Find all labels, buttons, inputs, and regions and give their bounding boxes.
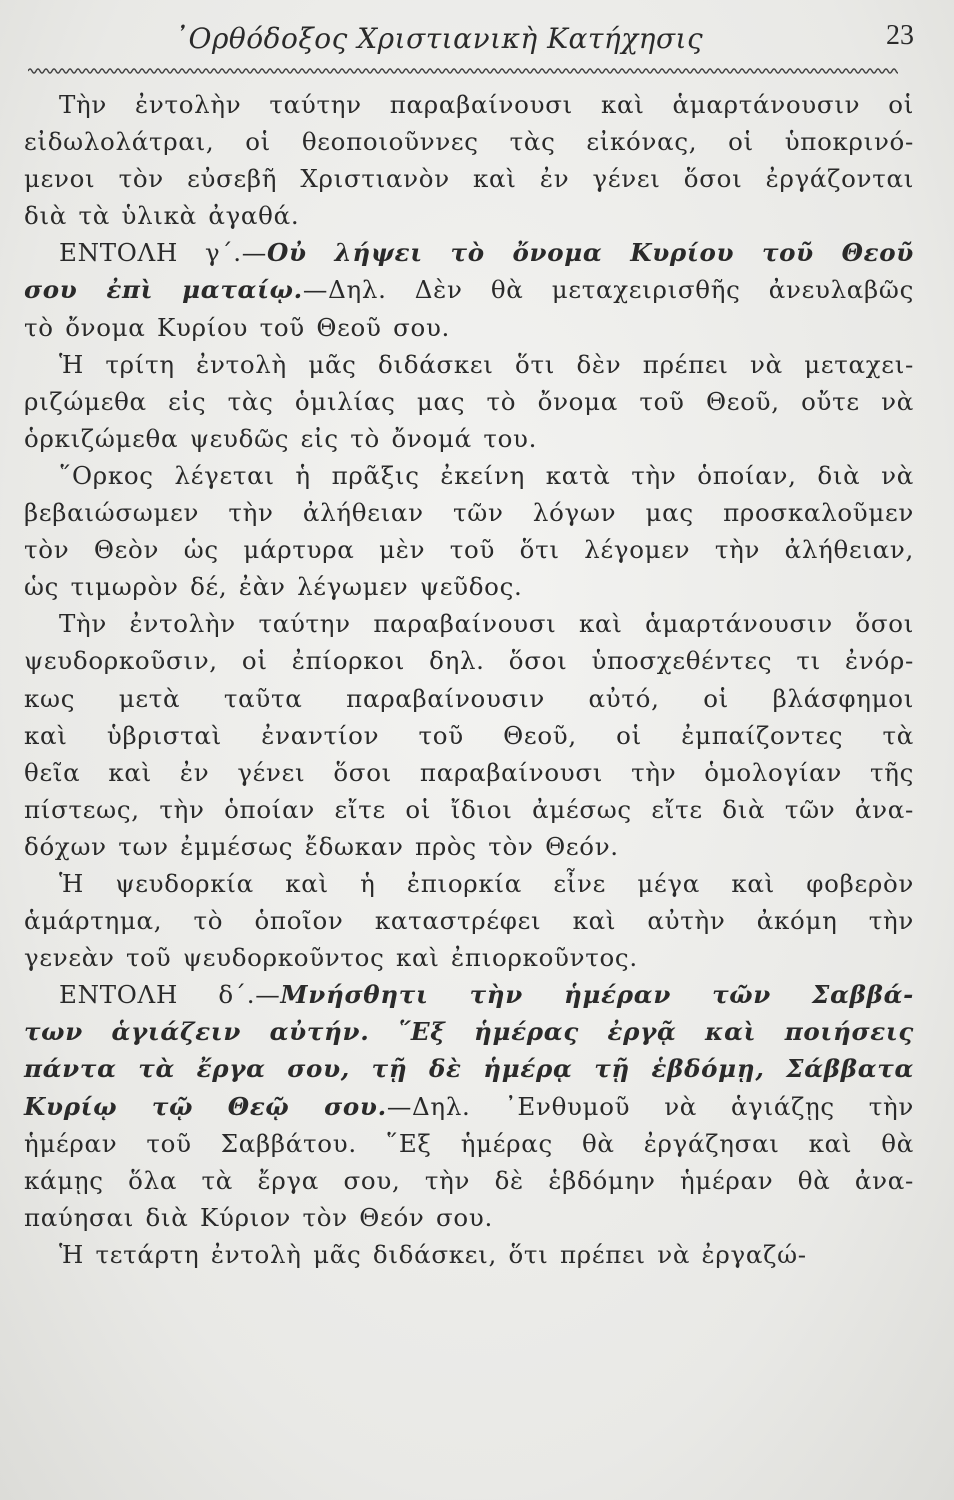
text-line bbox=[24, 605, 914, 642]
page-number: 23 bbox=[886, 20, 914, 51]
text-line bbox=[24, 197, 914, 234]
text-segment: καὶ ὑβρισταὶ ἐναντίον τοῦ Θεοῦ, οἱ ἐμπαίζοντες τὰ bbox=[24, 720, 914, 750]
emphasized-text: Κυρίῳ τῷ Θεῷ σου. bbox=[24, 1091, 387, 1121]
text-line bbox=[24, 902, 914, 939]
text-segment: κάμῃς ὅλα τὰ ἔργα σου, τὴν δὲ ἑβδόμην ἡμέραν θὰ ἀνα- bbox=[24, 1165, 914, 1195]
text-segment: διὰ τὰ ὑλικὰ ἀγαθά. bbox=[24, 201, 300, 231]
text-line bbox=[24, 865, 914, 902]
text-line bbox=[24, 1125, 914, 1162]
text-line bbox=[24, 1162, 914, 1199]
text-line bbox=[24, 457, 914, 494]
text-segment: ἡμέραν τοῦ Σαββάτου. ῞Εξ ἡμέρας θὰ ἐργάζησαι καὶ θὰ bbox=[24, 1128, 914, 1158]
text-line bbox=[24, 86, 914, 123]
text-line bbox=[24, 1013, 914, 1050]
text-line bbox=[24, 1088, 914, 1125]
text-line bbox=[24, 568, 914, 605]
text-line bbox=[24, 420, 914, 457]
text-line bbox=[24, 791, 914, 828]
text-segment: Τὴν ἐντολὴν ταύτην παραβαίνουσι καὶ ἁμαρτάνουσιν ὅσοι bbox=[59, 609, 914, 639]
text-line bbox=[24, 309, 914, 346]
text-line bbox=[24, 642, 914, 679]
text-line bbox=[24, 531, 914, 568]
body-text bbox=[24, 86, 914, 1273]
text-segment: μενοι τὸν εὐσεβῆ Χριστιανὸν καὶ ἐν γένει ὅσοι ἐργάζονται bbox=[24, 164, 914, 194]
running-title: ᾿Ορθόδοξος Χριστιανικὴ Κατήχησις bbox=[174, 22, 704, 55]
text-line bbox=[24, 1236, 914, 1273]
emphasized-text: των ἁγιάζειν αὐτήν. ῞Εξ ἡμέρας ἐργᾷ καὶ ποιήσεις bbox=[24, 1017, 914, 1047]
text-segment: τὸ ὄνομα Κυρίου τοῦ Θεοῦ σου. bbox=[24, 312, 451, 342]
text-line bbox=[24, 494, 914, 531]
text-segment: ὡς τιμωρὸν δέ, ἐὰν λέγωμεν ψεῦδος. bbox=[24, 572, 523, 602]
text-segment: κως μετὰ ταῦτα παραβαίνουσιν αὐτό, οἱ βλάσφημοι bbox=[24, 683, 914, 713]
emphasized-text: σου ἐπὶ ματαίῳ. bbox=[24, 275, 303, 305]
text-line bbox=[24, 680, 914, 717]
text-segment: τὸν Θεὸν ὡς μάρτυρα μὲν τοῦ ὅτι λέγομεν τὴν ἀλήθειαν, bbox=[24, 535, 914, 565]
text-segment: Ἡ ψευδορκία καὶ ἡ ἐπιορκία εἶνε μέγα καὶ φοβερὸν bbox=[59, 868, 914, 898]
text-line bbox=[24, 1050, 914, 1087]
text-segment: πίστεως, τὴν ὁποίαν εἴτε οἱ ἴδιοι ἀμέσως εἴτε διὰ τῶν ἀνα- bbox=[24, 794, 914, 824]
text-segment: ψευδορκοῦσιν, οἱ ἐπίορκοι δηλ. ὅσοι ὑποσχεθέντες τι ἐνόρ- bbox=[24, 646, 914, 676]
text-segment: δόχων των ἐμμέσως ἔδωκαν πρὸς τὸν Θεόν. bbox=[24, 831, 619, 861]
text-line bbox=[24, 1199, 914, 1236]
text-segment: βεβαιώσωμεν τὴν ἀλήθειαν τῶν λόγων μας προσκαλοῦμεν bbox=[24, 498, 914, 528]
text-segment: ὁρκιζώμεθα ψευδῶς εἰς τὸ ὄνομά του. bbox=[24, 423, 538, 453]
text-segment: ΕΝΤΟΛΗ δ΄.— bbox=[59, 980, 281, 1010]
text-line bbox=[24, 717, 914, 754]
text-segment: Ἡ τετάρτη ἐντολὴ μᾶς διδάσκει, ὅτι πρέπει νὰ ἐργαζώ- bbox=[59, 1239, 807, 1269]
text-segment: παύησαι διὰ Κύριον τὸν Θεόν σου. bbox=[24, 1202, 493, 1232]
text-segment: ἁμάρτημα, τὸ ὁποῖον καταστρέφει καὶ αὐτὴν ἀκόμη τὴν bbox=[24, 906, 914, 936]
text-line bbox=[24, 754, 914, 791]
text-segment: —Δηλ. Δὲν θὰ μεταχειρισθῆς ἀνευλαβῶς bbox=[302, 275, 915, 305]
text-segment: Ἡ τρίτη ἐντολὴ μᾶς διδάσκει ὅτι δὲν πρέπει νὰ μεταχει- bbox=[59, 349, 914, 379]
text-line bbox=[24, 271, 914, 308]
text-line bbox=[24, 346, 914, 383]
text-segment: Τὴν ἐντολὴν ταύτην παραβαίνουσι καὶ ἁμαρτάνουσιν οἱ bbox=[59, 90, 914, 119]
text-segment: γενεὰν τοῦ ψευδορκοῦντος καὶ ἐπιορκοῦντος. bbox=[24, 943, 638, 973]
text-segment: θεῖα καὶ ἐν γένει ὅσοι παραβαίνουσι τὴν ὁμολογίαν τῆς bbox=[24, 757, 914, 787]
emphasized-text: πάντα τὰ ἔργα σου, τῇ δὲ ἡμέρᾳ τῇ ἑβδόμῃ, Σάββατα bbox=[24, 1054, 914, 1084]
text-segment: ΕΝΤΟΛΗ γ΄.— bbox=[59, 238, 267, 268]
text-line bbox=[24, 383, 914, 420]
emphasized-text: Μνήσθητι τὴν ἡμέραν τῶν Σαββά- bbox=[280, 980, 914, 1010]
running-head bbox=[24, 14, 914, 66]
text-segment: —Δηλ. ᾿Ενθυμοῦ νὰ ἁγιάζῃς τὴν bbox=[386, 1091, 914, 1121]
emphasized-text: Οὐ λήψει τὸ ὄνομα Κυρίου τοῦ Θεοῦ bbox=[267, 238, 914, 268]
text-segment: ριζώμεθα εἰς τὰς ὁμιλίας μας τὸ ὄνομα τοῦ Θεοῦ, οὔτε νὰ bbox=[24, 386, 914, 416]
text-segment: ῞Ορκος λέγεται ἡ πρᾶξις ἐκείνη κατὰ τὴν ὁποίαν, διὰ νὰ bbox=[59, 460, 914, 490]
text-line bbox=[24, 828, 914, 865]
text-line bbox=[24, 234, 914, 271]
text-line bbox=[24, 160, 914, 197]
text-line bbox=[24, 939, 914, 976]
text-line bbox=[24, 123, 914, 160]
text-line bbox=[24, 976, 914, 1013]
text-segment: εἰδωλολάτραι, οἱ θεοποιοῦννες τὰς εἰκόνας, οἱ ὑποκρινό- bbox=[24, 127, 914, 157]
wavy-rule bbox=[28, 66, 898, 76]
